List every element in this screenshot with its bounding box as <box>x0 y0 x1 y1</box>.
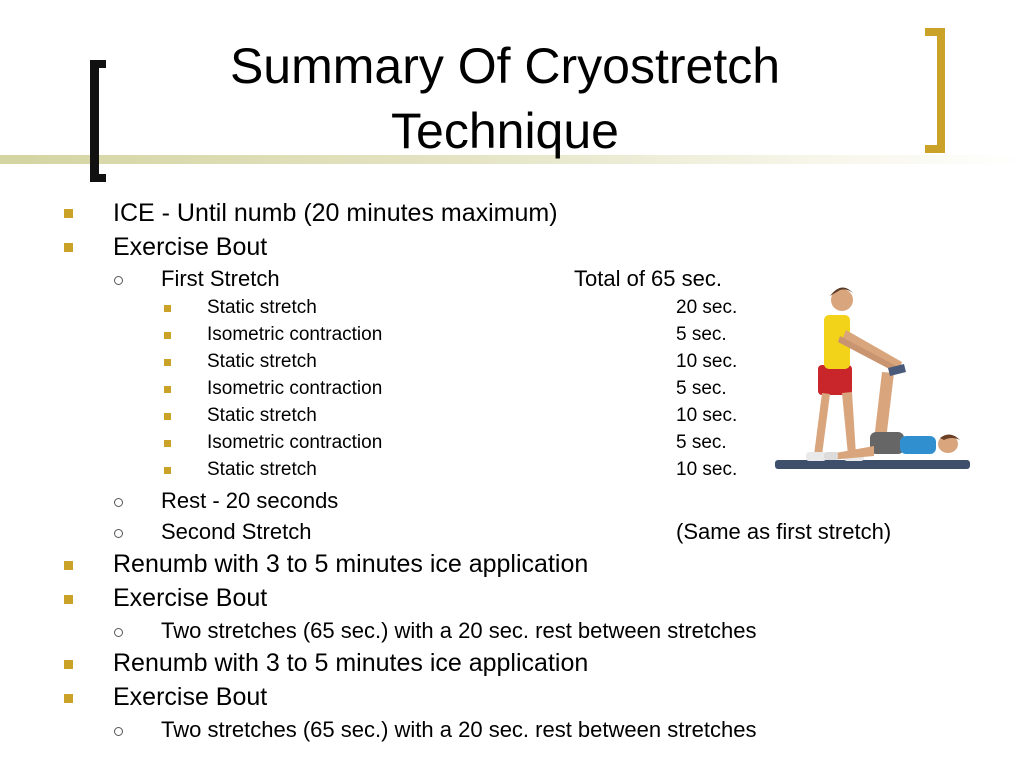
step-label: Static stretch <box>207 405 317 426</box>
bullet-square-small-icon <box>164 467 171 474</box>
bullet-circle-icon <box>114 628 123 637</box>
step-duration: 5 sec. <box>676 324 727 345</box>
bullet-square-icon <box>64 209 73 218</box>
right-bracket-decoration <box>925 28 945 153</box>
list-item-exercise-bout: Exercise Bout <box>113 683 268 711</box>
step-duration: 10 sec. <box>676 405 738 426</box>
step-label: Isometric contraction <box>207 432 383 453</box>
step-duration: 20 sec. <box>676 297 738 318</box>
list-item-two-stretches: Two stretches (65 sec.) with a 20 sec. rest between stretches <box>161 618 757 643</box>
step-duration: 10 sec. <box>676 351 738 372</box>
partner-stretch-photo <box>770 280 970 480</box>
list-item-ice: ICE - Until numb (20 minutes maximum) <box>113 199 558 227</box>
step-duration: 10 sec. <box>676 459 738 480</box>
list-item-rest: Rest - 20 seconds <box>161 488 339 513</box>
bullet-square-small-icon <box>164 305 171 312</box>
bullet-circle-icon <box>114 498 123 507</box>
bullet-square-small-icon <box>164 359 171 366</box>
second-stretch-note: (Same as first stretch) <box>676 519 892 544</box>
bullet-square-icon <box>64 243 73 252</box>
bullet-square-small-icon <box>164 386 171 393</box>
bullet-square-small-icon <box>164 440 171 447</box>
step-label: Isometric contraction <box>207 324 383 345</box>
step-duration: 5 sec. <box>676 378 727 399</box>
bullet-square-small-icon <box>164 332 171 339</box>
list-item-renumb: Renumb with 3 to 5 minutes ice application <box>113 649 589 677</box>
bullet-square-icon <box>64 595 73 604</box>
bullet-circle-icon <box>114 276 123 285</box>
bullet-square-icon <box>64 561 73 570</box>
step-label: Static stretch <box>207 459 317 480</box>
first-stretch-total: Total of 65 sec. <box>574 266 722 291</box>
step-duration: 5 sec. <box>676 432 727 453</box>
bullet-circle-icon <box>114 529 123 538</box>
list-item-second-stretch: Second Stretch <box>161 519 312 544</box>
bullet-square-icon <box>64 694 73 703</box>
bullet-square-icon <box>64 660 73 669</box>
list-item-renumb: Renumb with 3 to 5 minutes ice application <box>113 550 589 578</box>
step-label: Isometric contraction <box>207 378 383 399</box>
slide-title: Summary Of Cryostretch Technique <box>229 38 781 159</box>
left-bracket-decoration <box>90 60 106 182</box>
bullet-circle-icon <box>114 727 123 736</box>
list-item-exercise-bout: Exercise Bout <box>113 584 268 612</box>
bullet-square-small-icon <box>164 413 171 420</box>
list-item-first-stretch: First Stretch <box>161 266 280 291</box>
list-item-two-stretches: Two stretches (65 sec.) with a 20 sec. rest between stretches <box>161 717 757 742</box>
list-item-exercise-bout: Exercise Bout <box>113 233 268 261</box>
step-label: Static stretch <box>207 297 317 318</box>
step-label: Static stretch <box>207 351 317 372</box>
